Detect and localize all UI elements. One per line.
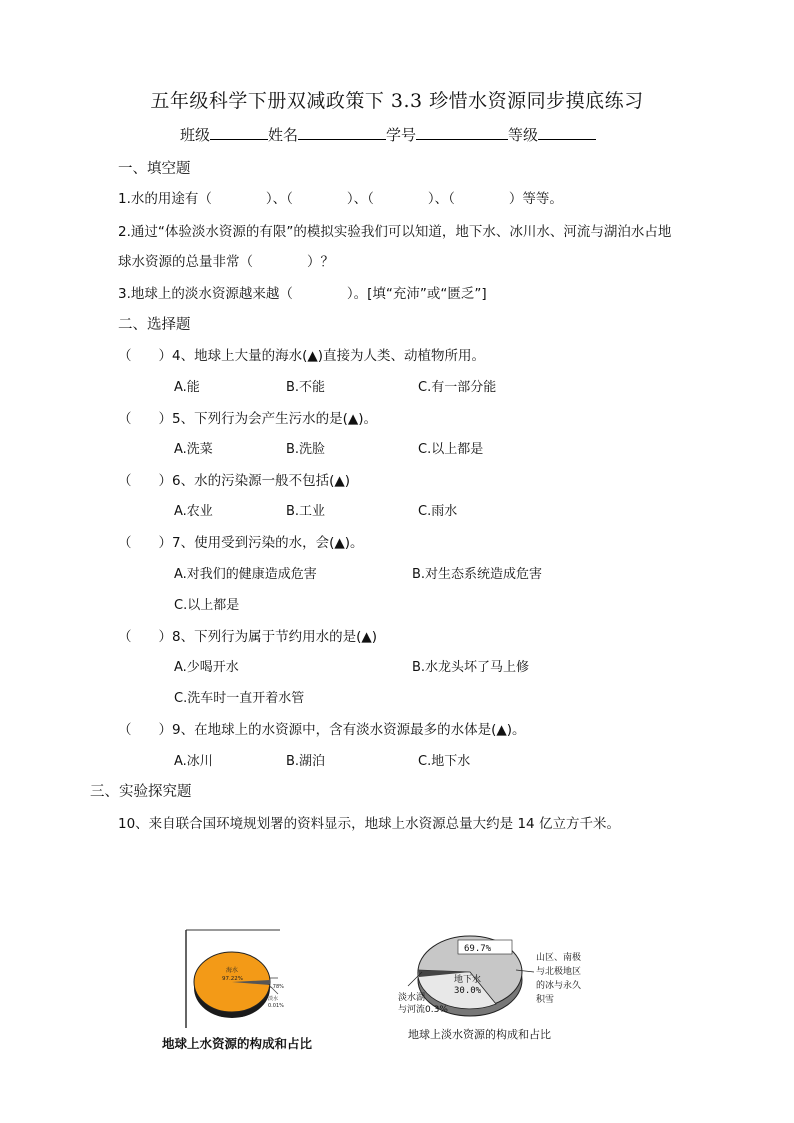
question-5-stem: （ ）5、下列行为会产生污水的是(▲)。 [118, 411, 378, 427]
class-label: 班级 [180, 126, 211, 144]
right-figure-caption: 地球上淡水资源的构成和占比 [408, 1028, 551, 1041]
question-9-option-a[interactable]: A.冰川 [174, 754, 213, 769]
section1-heading: 一、填空题 [118, 161, 191, 177]
ice-pct: 69.7% [464, 944, 492, 954]
question-10: 10、来自联合国环境规划署的资料显示，地球上水资源总量大约是 14 亿立方千米。 [118, 816, 620, 832]
grade-blank[interactable] [538, 125, 596, 140]
question-8-option-a[interactable]: A.少喝开水 [174, 660, 239, 675]
lake-pct: 与河流0.3% [398, 1005, 448, 1015]
question-2-line1: 2.通过“体验淡水资源的有限”的模拟实验我们可以知道，地下水、冰川水、河流与湖泊水占地 [118, 224, 672, 240]
question-6-option-a[interactable]: A.农业 [174, 504, 213, 519]
name-label: 姓名 [268, 126, 299, 144]
student-info-line [180, 124, 596, 145]
question-7-option-c[interactable]: C.以上都是 [174, 598, 240, 613]
question-7-stem: （ ）7、使用受到污染的水，会(▲)。 [118, 535, 364, 551]
question-6-option-c[interactable]: C.雨水 [418, 504, 458, 519]
question-5-option-b[interactable]: B.洗脸 [286, 442, 326, 457]
water-composition-figure [160, 928, 340, 1058]
ice-legend-4: 积雪 [536, 995, 555, 1005]
question-8-option-c[interactable]: C.洗车时一直开着水管 [174, 691, 305, 706]
question-6-option-b[interactable]: B.工业 [286, 504, 326, 519]
question-9-option-c[interactable]: C.地下水 [418, 754, 471, 769]
question-4-stem: （ ）4、地球上大量的海水(▲)直接为人类、动植物所用。 [118, 348, 486, 364]
freshwater-composition-figure [398, 922, 608, 1042]
question-6-stem: （ ）6、水的污染源一般不包括(▲) [118, 473, 351, 489]
freshwater-label: 淡水 [268, 996, 279, 1002]
question-5-option-a[interactable]: A.洗菜 [174, 442, 213, 457]
section2-heading: 二、选择题 [118, 317, 191, 333]
question-5-option-c[interactable]: C.以上都是 [418, 442, 484, 457]
question-3: 3.地球上的淡水资源越来越（ ）。[填“充沛”或“匮乏”] [118, 286, 487, 302]
lake-label: 淡水湖 [398, 993, 426, 1003]
small-slice-pct: 1.78% [268, 984, 284, 990]
question-9-stem: （ ）9、在地球上的水资源中，含有淡水资源最多的水体是(▲)。 [118, 722, 526, 738]
page-title: 五年级科学下册双减政策下 3.3 珍惜水资源同步摸底练习 [150, 90, 644, 112]
id-blank[interactable] [416, 125, 508, 140]
name-blank[interactable] [298, 125, 386, 140]
freshwater-pct: 0.01% [268, 1003, 284, 1009]
freshwater-composition-pie [398, 922, 608, 1022]
question-9-option-b[interactable]: B.湖泊 [286, 754, 326, 769]
groundwater-pct: 30.0% [454, 986, 482, 996]
seawater-pct: 97.22% [222, 976, 243, 982]
grade-label: 等级 [508, 126, 539, 144]
question-1: 1.水的用途有（ ）、（ ）、（ ）、（ ）等等。 [118, 191, 563, 207]
question-4-option-a[interactable]: A.能 [174, 380, 200, 395]
question-8-stem: （ ）8、下列行为属于节约用水的是(▲) [118, 629, 378, 645]
class-blank[interactable] [210, 125, 268, 140]
left-figure-caption: 地球上水资源的构成和占比 [162, 1036, 313, 1051]
id-label: 学号 [386, 126, 417, 144]
question-2-line2: 球水资源的总量非常（ ）？ [118, 254, 334, 270]
seawater-label: 海水 [226, 967, 239, 974]
groundwater-label: 地下水 [454, 975, 482, 985]
question-7-option-b[interactable]: B.对生态系统造成危害 [412, 567, 543, 582]
question-7-option-a[interactable]: A.对我们的健康造成危害 [174, 567, 317, 582]
question-4-option-b[interactable]: B.不能 [286, 380, 326, 395]
question-8-option-b[interactable]: B.水龙头坏了马上修 [412, 660, 530, 675]
ice-legend-2: 与北极地区 [536, 967, 582, 977]
question-4-option-c[interactable]: C.有一部分能 [418, 380, 497, 395]
ice-legend-1: 山区、南极 [536, 953, 582, 963]
section3-heading: 三、实验探究题 [90, 784, 192, 800]
ice-legend-3: 的冰与永久 [536, 981, 582, 991]
